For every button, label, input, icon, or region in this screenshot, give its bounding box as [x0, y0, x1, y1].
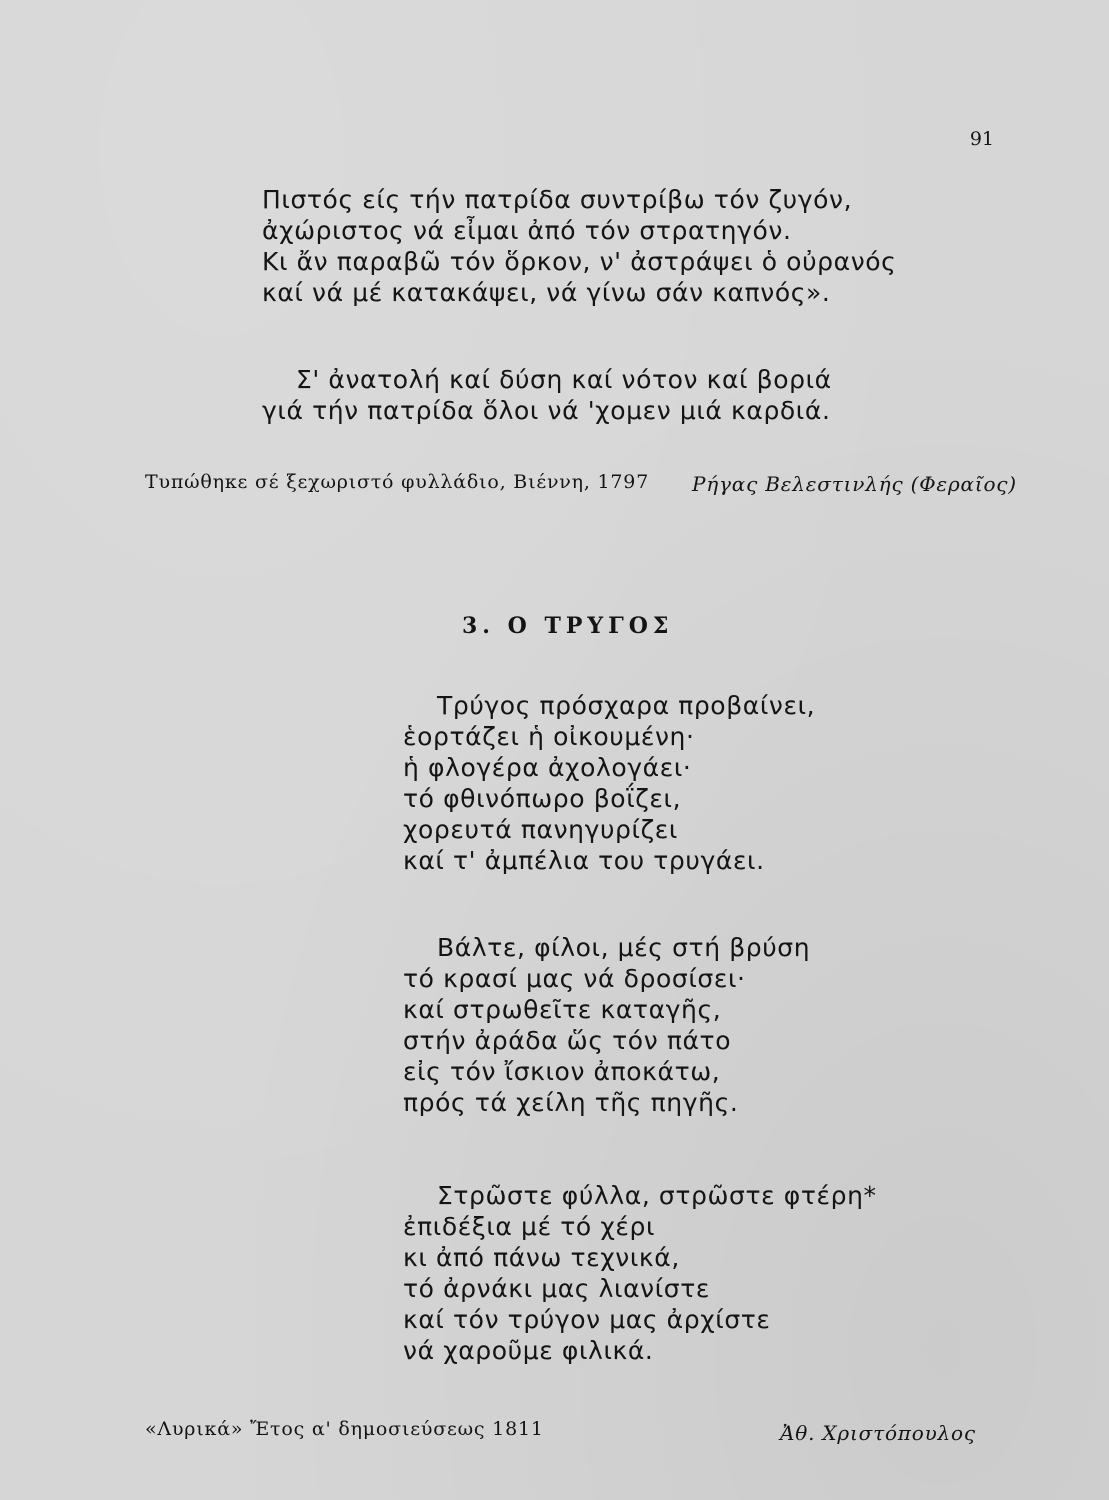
verse-line: ἐπιδέξια μέ τό χέρι [403, 1212, 656, 1241]
verse-line: Στρῶστε φύλλα, στρῶστε φτέρη* [437, 1181, 877, 1210]
verse-line: χορευτά πανηγυρίζει [403, 815, 678, 844]
author-attribution: Ρήγας Βελεστινλής (Φεραῖος) [692, 472, 1017, 496]
verse-line: Σ' ἀνατολή καί δύση καί νότον καί βοριά [296, 365, 832, 394]
verse-line: τό φθινόπωρο βοΐζει, [403, 784, 682, 813]
verse-line: γιά τήν πατρίδα ὅλοι νά 'χομεν μιά καρδιά. [262, 396, 831, 425]
verse-line: τό κρασί μας νά δροσίσει· [403, 964, 746, 993]
verse-line: καί τόν τρύγον μας ἀρχίστε [403, 1305, 771, 1334]
publication-note: «Λυρικά» Ἔτος α' δημοσιεύσεως 1811 [145, 1418, 544, 1440]
poem-stanza [403, 932, 810, 1118]
verse-line: κι ἀπό πάνω τεχνικά, [403, 1243, 680, 1272]
verse-line: εἰς τόν ἴσκιον ἀποκάτω, [403, 1057, 721, 1086]
poem-stanza [403, 690, 815, 876]
verse-line: Πιστός είς τήν πατρίδα συντρίβω τόν ζυγόν, [262, 185, 853, 214]
verse-line: πρός τά χείλη τῆς πηγῆς. [403, 1088, 739, 1117]
verse-line: ἡ φλογέρα ἀχολογάει· [403, 753, 692, 782]
oath-stanza [262, 184, 896, 308]
section-title: 3. Ο ΤΡΥΓΟΣ [462, 613, 674, 639]
publication-note: Τυπώθηκε σέ ξεχωριστό φυλλάδιο, Βιέννη, 1797 [145, 471, 650, 493]
verse-line: ἑορτάζει ἡ οἰκουμένη· [403, 722, 695, 751]
verse-line: καί τ' ἀμπέλια του τρυγάει. [403, 846, 765, 875]
page-number: 91 [969, 128, 994, 150]
verse-line: νά χαροῦμε φιλικά. [403, 1336, 654, 1365]
closing-stanza [262, 364, 832, 426]
poem-stanza [403, 1180, 877, 1366]
verse-line: Τρύγος πρόσχαρα προβαίνει, [437, 691, 816, 720]
verse-line: ἀχώριστος νά εἶμαι ἀπό τόν στρατηγόν. [262, 216, 792, 245]
verse-line: τό ἀρνάκι μας λιανίστε [403, 1274, 710, 1303]
author-attribution: Ἀθ. Χριστόπουλος [780, 1421, 976, 1445]
verse-line: στήν ἀράδα ὥς τόν πάτο [403, 1026, 732, 1055]
verse-line: καί νά μέ κατακάψει, νά γίνω σάν καπνός». [262, 278, 831, 307]
verse-line: Βάλτε, φίλοι, μές στή βρύση [437, 933, 811, 962]
verse-line: Κι ἄν παραβῶ τόν ὅρκον, ν' ἀστράψει ὁ οὐρανός [262, 247, 897, 276]
verse-line: καί στρωθεῖτε καταγῆς, [403, 995, 722, 1024]
